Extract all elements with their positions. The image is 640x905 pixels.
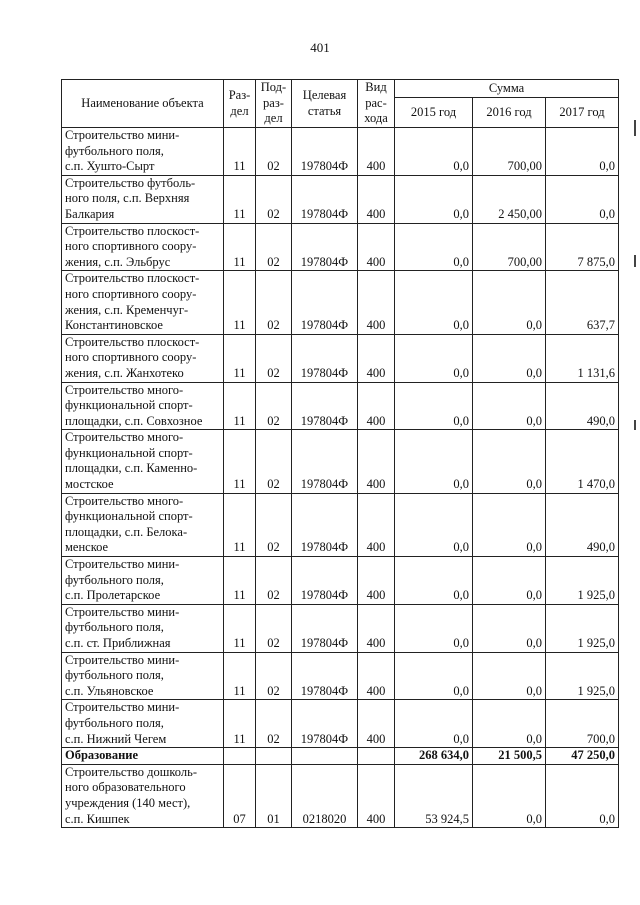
cell-statya: 197804Ф xyxy=(292,700,358,748)
cell-2015: 0,0 xyxy=(395,271,473,334)
table-row xyxy=(62,128,619,176)
cell-name: Строительство мини- футбольного поля, с.п. ст. Приближная xyxy=(62,604,224,652)
cell-2017: 1 925,0 xyxy=(546,557,619,605)
table-row xyxy=(62,493,619,556)
cell-name: Строительство много- функциональной спорт- площадки, с.п. Совхозное xyxy=(62,382,224,430)
cell-razdel: 11 xyxy=(224,652,256,700)
cell-razdel: 11 xyxy=(224,700,256,748)
cell-vid: 400 xyxy=(358,382,395,430)
cell-statya: 197804Ф xyxy=(292,604,358,652)
table-row xyxy=(62,557,619,605)
cell-2017: 490,0 xyxy=(546,382,619,430)
header-podrazdel: Под- раз- дел xyxy=(256,80,292,128)
cell-statya: 197804Ф xyxy=(292,382,358,430)
header-statya: Целевая статья xyxy=(292,80,358,128)
cell-2015: 0,0 xyxy=(395,128,473,176)
cell-2016: 0,0 xyxy=(473,430,546,493)
cell-2017: 47 250,0 xyxy=(546,748,619,765)
cell-2016: 0,0 xyxy=(473,652,546,700)
cell-razdel: 11 xyxy=(224,128,256,176)
header-year-2015: 2015 год xyxy=(395,98,473,128)
cell-2017: 1 925,0 xyxy=(546,652,619,700)
cell-vid: 400 xyxy=(358,700,395,748)
page-number: 401 xyxy=(310,40,330,55)
cell-2016: 700,00 xyxy=(473,128,546,176)
cell-2017: 0,0 xyxy=(546,175,619,223)
cell-statya: 197804Ф xyxy=(292,271,358,334)
table-row xyxy=(62,223,619,271)
cell-2015: 0,0 xyxy=(395,334,473,382)
cell-razdel: 11 xyxy=(224,604,256,652)
cell-vid xyxy=(358,748,395,765)
table-body xyxy=(62,128,619,828)
table-row xyxy=(62,604,619,652)
cell-2016: 2 450,00 xyxy=(473,175,546,223)
cell-2015: 53 924,5 xyxy=(395,764,473,827)
cell-statya: 197804Ф xyxy=(292,334,358,382)
cell-vid: 400 xyxy=(358,430,395,493)
cell-vid: 400 xyxy=(358,175,395,223)
header-year-2017: 2017 год xyxy=(546,98,619,128)
cell-2017: 490,0 xyxy=(546,493,619,556)
cell-podrazdel: 02 xyxy=(256,175,292,223)
cell-2015: 268 634,0 xyxy=(395,748,473,765)
cell-statya: 197804Ф xyxy=(292,128,358,176)
cell-vid: 400 xyxy=(358,557,395,605)
cell-2015: 0,0 xyxy=(395,175,473,223)
table-row xyxy=(62,175,619,223)
cell-statya: 197804Ф xyxy=(292,493,358,556)
header-name: Наименование объекта xyxy=(62,80,224,128)
cell-2017: 700,0 xyxy=(546,700,619,748)
cell-vid: 400 xyxy=(358,764,395,827)
cell-name: Строительство плоскост- ного спортивного соору- жения, с.п. Жанхотеко xyxy=(62,334,224,382)
cell-razdel: 07 xyxy=(224,764,256,827)
cell-2015: 0,0 xyxy=(395,604,473,652)
table-row xyxy=(62,271,619,334)
table-row xyxy=(62,652,619,700)
cell-2015: 0,0 xyxy=(395,430,473,493)
cell-vid: 400 xyxy=(358,652,395,700)
header-vid: Вид рас- хода xyxy=(358,80,395,128)
table-row xyxy=(62,334,619,382)
cell-2016: 0,0 xyxy=(473,557,546,605)
cell-statya: 197804Ф xyxy=(292,652,358,700)
cell-2017: 0,0 xyxy=(546,128,619,176)
cell-2016: 0,0 xyxy=(473,271,546,334)
cell-name: Строительство плоскост- ного спортивного соору- жения, с.п. Эльбрус xyxy=(62,223,224,271)
margin-mark xyxy=(634,255,636,267)
budget-table xyxy=(61,79,619,828)
cell-2015: 0,0 xyxy=(395,652,473,700)
cell-podrazdel: 02 xyxy=(256,604,292,652)
cell-2016: 700,00 xyxy=(473,223,546,271)
cell-podrazdel: 01 xyxy=(256,764,292,827)
cell-2016: 0,0 xyxy=(473,382,546,430)
margin-mark xyxy=(634,120,636,136)
cell-name: Строительство мини- футбольного поля, с.п. Пролетарское xyxy=(62,557,224,605)
cell-podrazdel: 02 xyxy=(256,223,292,271)
header-razdel: Раз- дел xyxy=(224,80,256,128)
table-row xyxy=(62,764,619,827)
cell-name: Строительство плоскост- ного спортивного соору- жения, с.п. Кременчуг- Константиновское xyxy=(62,271,224,334)
cell-2017: 637,7 xyxy=(546,271,619,334)
cell-razdel: 11 xyxy=(224,175,256,223)
cell-2015: 0,0 xyxy=(395,223,473,271)
cell-2016: 0,0 xyxy=(473,334,546,382)
cell-name: Строительство футболь- ного поля, с.п. Верхняя Балкария xyxy=(62,175,224,223)
cell-podrazdel: 02 xyxy=(256,557,292,605)
cell-2017: 0,0 xyxy=(546,764,619,827)
cell-statya: 197804Ф xyxy=(292,175,358,223)
cell-name: Строительство мини- футбольного поля, с.п. Нижний Чегем xyxy=(62,700,224,748)
cell-podrazdel xyxy=(256,748,292,765)
cell-2017: 7 875,0 xyxy=(546,223,619,271)
cell-podrazdel: 02 xyxy=(256,271,292,334)
cell-2017: 1 470,0 xyxy=(546,430,619,493)
cell-name: Строительство много- функциональной спорт- площадки, с.п. Белока- менское xyxy=(62,493,224,556)
cell-vid: 400 xyxy=(358,223,395,271)
cell-podrazdel: 02 xyxy=(256,128,292,176)
header-year-2016: 2016 год xyxy=(473,98,546,128)
cell-vid: 400 xyxy=(358,493,395,556)
cell-2015: 0,0 xyxy=(395,382,473,430)
cell-podrazdel: 02 xyxy=(256,652,292,700)
cell-2016: 0,0 xyxy=(473,700,546,748)
table-row xyxy=(62,382,619,430)
cell-2016: 0,0 xyxy=(473,493,546,556)
cell-2016: 0,0 xyxy=(473,764,546,827)
cell-razdel: 11 xyxy=(224,271,256,334)
table-row xyxy=(62,430,619,493)
cell-razdel: 11 xyxy=(224,223,256,271)
table-row xyxy=(62,700,619,748)
cell-name: Строительство мини- футбольного поля, с.п. Хушто-Сырт xyxy=(62,128,224,176)
header-summa: Сумма xyxy=(395,80,619,98)
cell-podrazdel: 02 xyxy=(256,493,292,556)
cell-name: Строительство много- функциональной спорт- площадки, с.п. Каменно- мостское xyxy=(62,430,224,493)
cell-statya: 0218020 xyxy=(292,764,358,827)
cell-vid: 400 xyxy=(358,128,395,176)
cell-podrazdel: 02 xyxy=(256,430,292,493)
cell-2015: 0,0 xyxy=(395,700,473,748)
cell-razdel: 11 xyxy=(224,334,256,382)
cell-name: Строительство мини- футбольного поля, с.п. Ульяновское xyxy=(62,652,224,700)
cell-razdel: 11 xyxy=(224,430,256,493)
cell-2016: 21 500,5 xyxy=(473,748,546,765)
cell-2015: 0,0 xyxy=(395,557,473,605)
margin-mark xyxy=(634,420,636,430)
cell-razdel: 11 xyxy=(224,382,256,430)
cell-vid: 400 xyxy=(358,604,395,652)
cell-podrazdel: 02 xyxy=(256,382,292,430)
cell-statya: 197804Ф xyxy=(292,430,358,493)
cell-2017: 1 131,6 xyxy=(546,334,619,382)
cell-statya: 197804Ф xyxy=(292,223,358,271)
cell-razdel xyxy=(224,748,256,765)
cell-statya: 197804Ф xyxy=(292,557,358,605)
cell-razdel: 11 xyxy=(224,493,256,556)
cell-statya xyxy=(292,748,358,765)
cell-vid: 400 xyxy=(358,334,395,382)
cell-name: Образование xyxy=(62,748,224,765)
cell-podrazdel: 02 xyxy=(256,334,292,382)
cell-2016: 0,0 xyxy=(473,604,546,652)
cell-vid: 400 xyxy=(358,271,395,334)
cell-name: Строительство дошколь- ного образовательного учреждения (140 мест), с.п. Кишпек xyxy=(62,764,224,827)
section-row xyxy=(62,748,619,765)
cell-razdel: 11 xyxy=(224,557,256,605)
cell-2017: 1 925,0 xyxy=(546,604,619,652)
cell-2015: 0,0 xyxy=(395,493,473,556)
cell-podrazdel: 02 xyxy=(256,700,292,748)
